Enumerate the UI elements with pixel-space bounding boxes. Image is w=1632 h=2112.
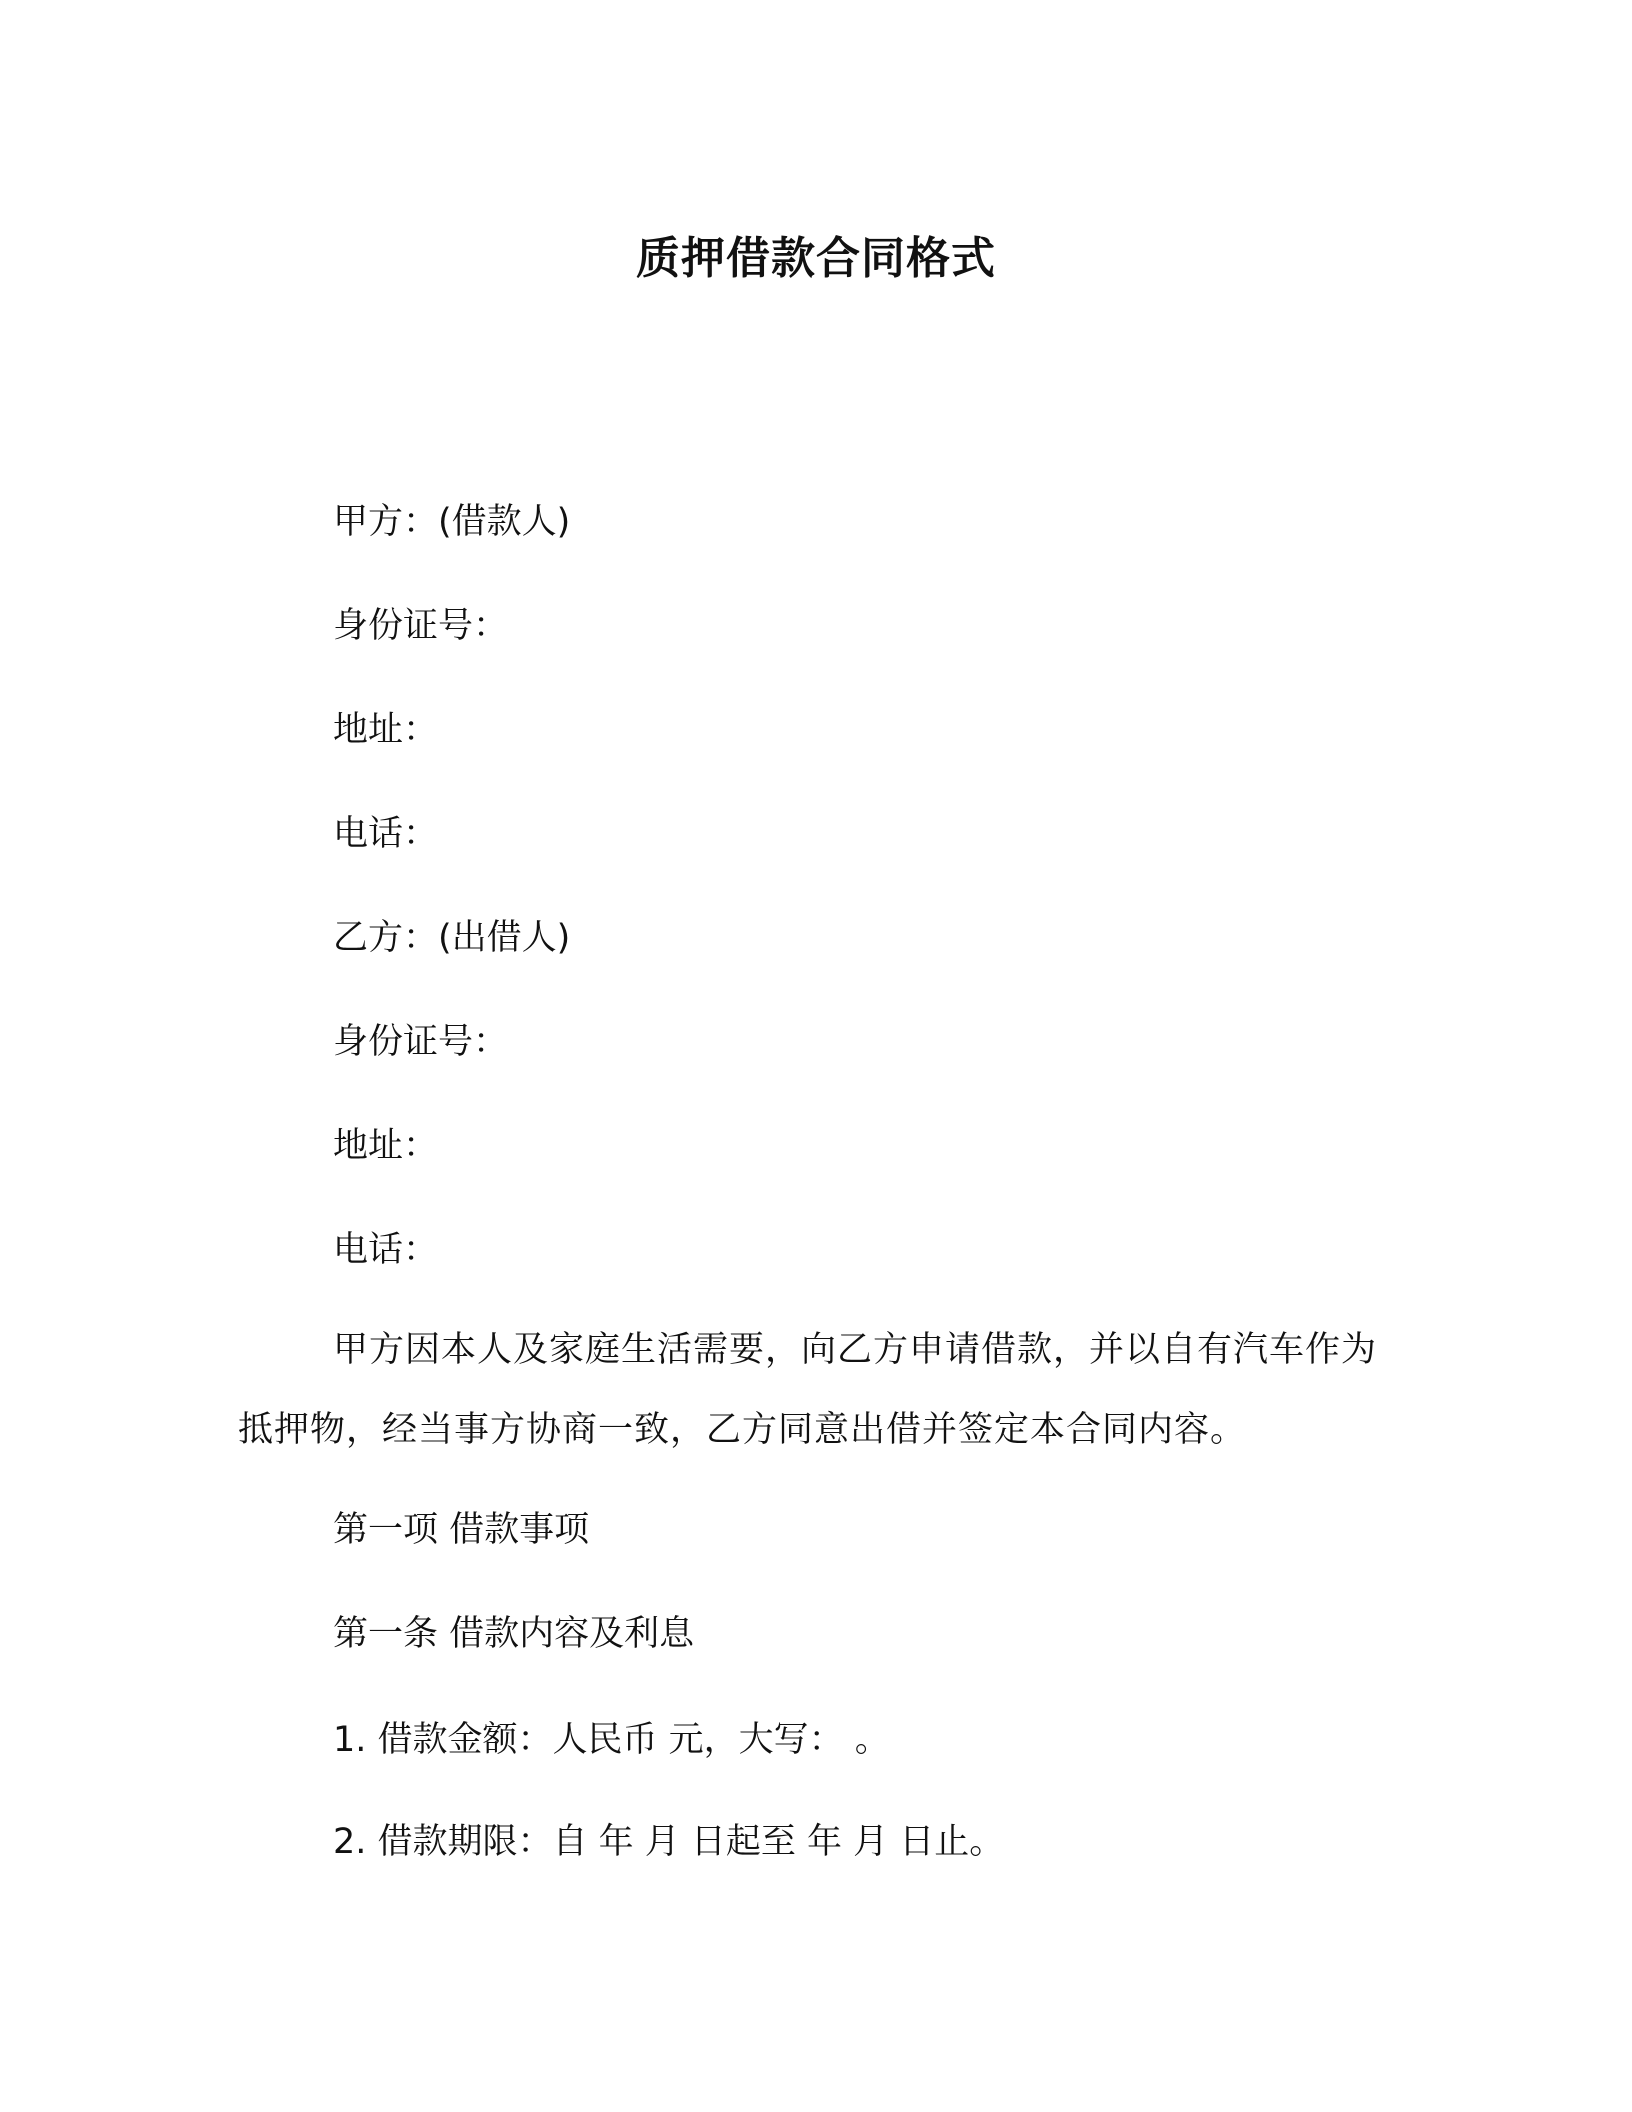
article-heading: 第一条 借款内容及利息 [333, 1614, 695, 1654]
party-a-id-label: 身份证号： [333, 606, 509, 646]
document-title: 质押借款合同格式 [636, 233, 996, 284]
party-b-id-label: 身份证号： [333, 1022, 509, 1062]
party-b-address-label: 地址： [333, 1126, 439, 1166]
party-a-phone-label: 电话： [333, 814, 439, 854]
section-heading: 第一项 借款事项 [333, 1510, 590, 1550]
list-item: 2. 借款期限：自 年 月 日起至 年 月 日止。 [333, 1822, 1005, 1862]
list-item: 1. 借款金额：人民币 元，大写： 。 [333, 1720, 890, 1760]
party-b-label: 乙方：(出借人) [333, 918, 571, 958]
party-b-phone-label: 电话： [333, 1230, 439, 1270]
party-a-address-label: 地址： [333, 710, 439, 750]
intro-paragraph: 甲方因本人及家庭生活需要，向乙方申请借款，并以自有汽车作为抵押物，经当事方协商一致，乙方同意出借并签定本合同内容。 [238, 1330, 1378, 1450]
party-a-label: 甲方：(借款人) [333, 502, 571, 542]
